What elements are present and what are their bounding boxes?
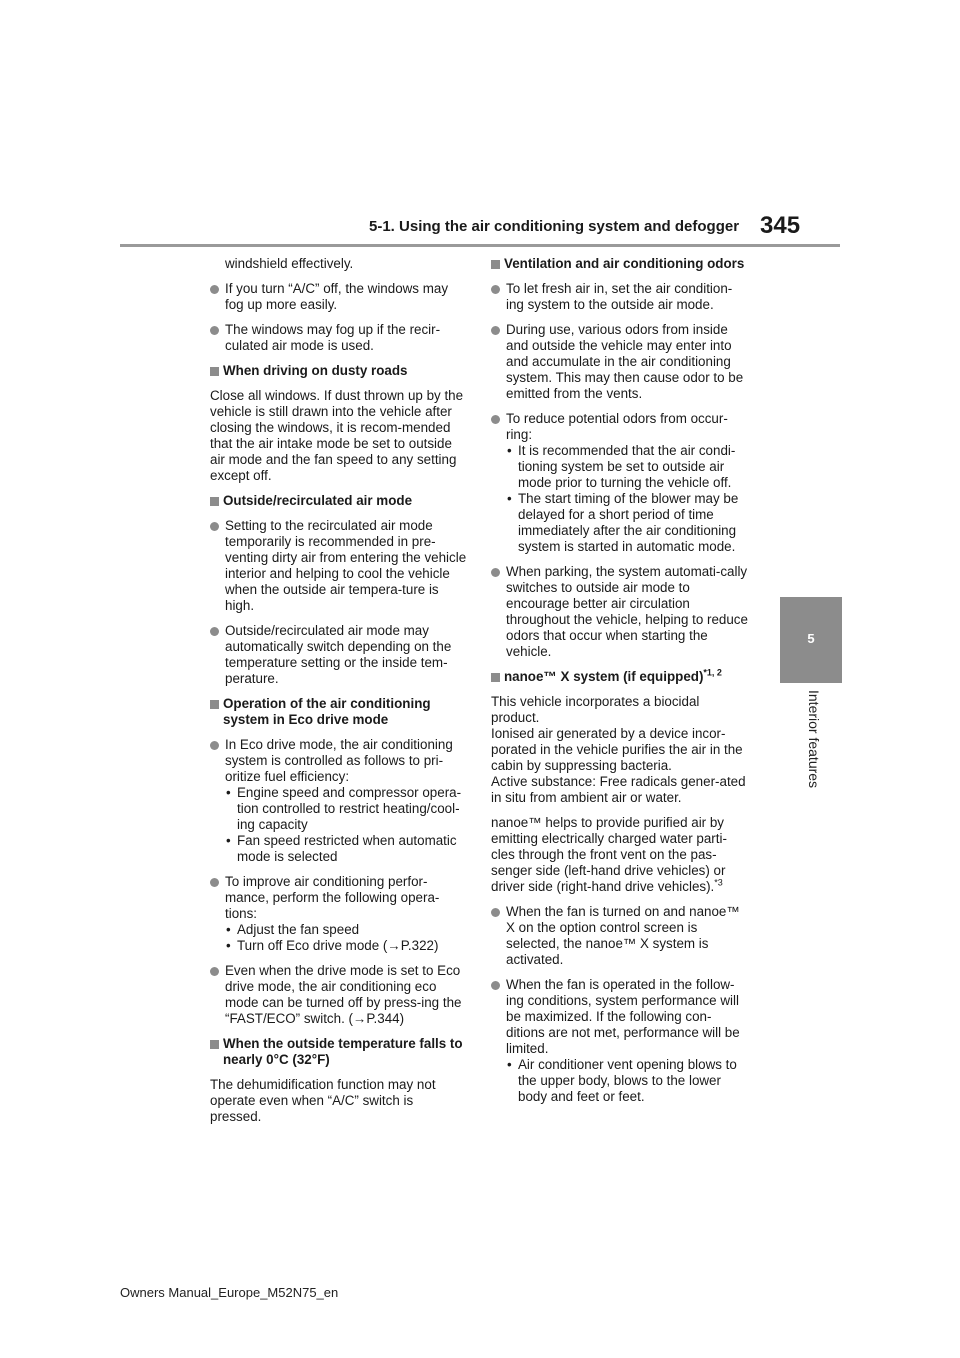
section-heading [491,669,749,685]
sub-item: • Fan speed restricted when automatic mode is selected [225,833,468,865]
chapter-tab [780,597,842,683]
footnote-marker: *3 [714,877,723,888]
sub-item: • Adjust the fan speed [225,922,468,938]
header-divider [120,244,840,247]
heading-text: nanoe™ X system (if equipped) [504,669,704,684]
paragraph-line: This vehicle incorporates a biocidal product. [491,694,700,725]
bullet-text: In Eco drive mode, the air conditioning system is controlled as follows to pri-oritize fuel efficiency: [225,737,453,784]
bullet-item [210,737,468,865]
section-heading: Operation of the air conditioning system in Eco drive mode [210,696,468,728]
bullet-item [491,977,749,1105]
bullet-item: During use, various odors from inside and outside the vehicle may enter into and accumulate in the air conditioning system. This may then cause odor to be emitted from the vents. [491,322,749,402]
left-column [210,256,468,1134]
sub-item: • Engine speed and compressor opera-tion controlled to restrict heating/cool-ing capacity [225,785,468,833]
section-heading: Ventilation and air conditioning odors [491,256,749,272]
bullet-item: Outside/recirculated air mode may automatically switch depending on the temperature setting or the inside tem-perature. [210,623,468,687]
paragraph: Close all windows. If dust thrown up by the vehicle is still drawn into the vehicle after closing the windows, it is recom-mended that the air intake mode be set to outside air mode and the fan speed to any setting except off. [210,388,464,483]
bullet-item: Setting to the recirculated air mode temporarily is recommended in pre-venting dirty air from entering the vehicle interior and helping to cool the vehicle when the outside air tempera-ture is high. [210,518,468,614]
paragraph-line: Ionised air generated by a device incor-porated in the vehicle purifies the air in the cabin by suppressing bacteria. [491,726,743,773]
paragraph [491,694,749,806]
section-heading: Outside/recirculated air mode [210,493,468,509]
chapter-number: 5 [807,631,815,646]
bullet-item: When the fan is turned on and nanoe™ X on the option control screen is selected, the nanoe™ X system is activated. [491,904,749,968]
bullet-item: To let fresh air in, set the air condition-ing system to the outside air mode. [491,281,749,313]
bullet-item: The windows may fog up if the recir-culated air mode is used. [210,322,468,354]
bullet-text: When the fan is operated in the follow-ing conditions, system performance will be maximized. If the following con-ditions are not met, performance will be limited. [506,977,740,1056]
right-column [491,256,749,1114]
bullet-item: Even when the drive mode is set to Eco drive mode, the air conditioning eco mode can be turned off by press-ing the “FAST/ECO” switch. (→P.344) [210,963,468,1027]
paragraph-line: Active substance: Free radicals gener-ated in situ from ambient air or water. [491,774,746,805]
page-number: 345 [760,212,801,239]
sub-item: • The start timing of the blower may be delayed for a short period of time immediately after the air conditioning system is started in automatic mode. [506,491,749,555]
sub-item: • Air conditioner vent opening blows to the upper body, blows to the lower body and feet or feet. [506,1057,749,1105]
section-title: 5-1. Using the air conditioning system and defogger [369,218,740,235]
section-heading: When driving on dusty roads [210,363,468,379]
bullet-text: To reduce potential odors from occur-ring: [506,411,728,442]
bullet-text: To improve air conditioning perfor-mance, perform the following opera-tions: [225,874,440,921]
bullet-item [210,874,468,954]
page-reference: • Turn off Eco drive mode (→P.322) [225,938,468,954]
footnote-marker: *1, 2 [703,667,722,678]
bullet-item: When parking, the system automati-cally switches to outside air mode to encourage better air circulation throughout the vehicle, helping to reduce odors that occur when starting the vehicle. [491,564,749,660]
continued-text: windshield effectively. [225,256,354,271]
chapter-label: Interior features [806,690,822,789]
footer-doc-id: Owners Manual_Europe_M52N75_en [120,1285,339,1300]
section-heading: When the outside temperature falls to nearly 0°C (32°F) [210,1036,468,1068]
bullet-item [491,411,749,555]
paragraph-text: nanoe™ helps to provide purified air by emitting electrically charged water parti-cles through the front vent on the pas-senger side (left-hand drive vehicles) or driver side (right-hand drive vehicles). [491,815,727,894]
sub-item: • It is recommended that the air condi-tioning system be set to outside air mode prior to turning the vehicle off. [506,443,749,491]
paragraph [491,815,749,895]
bullet-item: If you turn “A/C” off, the windows may fog up more easily. [210,281,468,313]
paragraph: The dehumidification function may not operate even when “A/C” switch is pressed. [210,1077,436,1124]
